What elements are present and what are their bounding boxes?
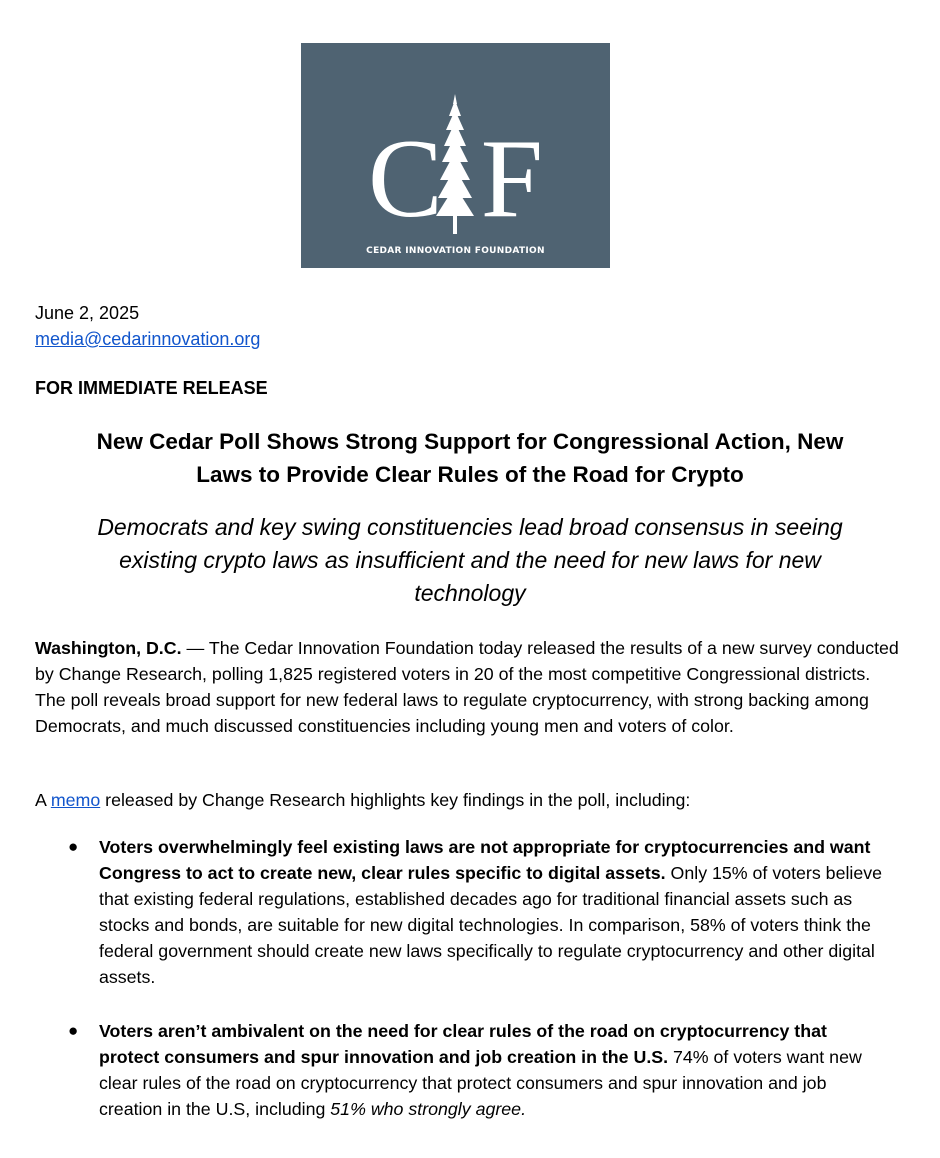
bullet-icon: ● — [68, 1021, 79, 1040]
headline-line: New Cedar Poll Shows Strong Support for Congressional Action, New — [96, 429, 844, 454]
finding-bold-text: Voters overwhelmingly feel existing laws are not appropriate for cryptocurrencies and want Congress to act to create new, clear rules specific to digital assets. — [99, 837, 871, 883]
finding-italic-text: 51% who strongly agree. — [330, 1099, 527, 1119]
headline — [20, 425, 920, 491]
subheadline — [20, 511, 920, 610]
memo-link[interactable]: memo — [50, 790, 101, 810]
logo-letter-f: F — [480, 117, 543, 241]
bullet-icon: ● — [68, 837, 79, 856]
release-date: June 2, 2025 — [35, 303, 140, 323]
dateline: Washington, D.C. — [35, 638, 182, 658]
organization-logo — [301, 43, 610, 268]
finding-bullet — [68, 1018, 889, 1122]
intro-text: — The Cedar Innovation Foundation today released the results of a new survey conducted by Change Research, polling 1,825 registered voters in 20 of the most competitive Congressional districts. The poll reveals broad support for new federal laws to regulate cryptocurrency, with strong backing among Democrats, and much discussed constituencies including young men and voters of color. — [35, 638, 899, 736]
memo-suffix: released by Change Research highlights key findings in the poll, including: — [100, 790, 691, 810]
memo-prefix: A — [35, 790, 51, 810]
memo-paragraph — [35, 787, 905, 813]
finding-text: Only 15% of voters believe that existing federal regulations, established decades ago for traditional financial assets such as stocks and bonds, are suitable for new digital technologies. In comparison, 58% of voters think the federal government should create new laws specifically to regulate cryptocurrency and other digital assets. — [99, 863, 883, 987]
logo-letter-c: C — [368, 117, 443, 241]
intro-paragraph — [35, 635, 905, 739]
headline-line: Laws to Provide Clear Rules of the Road for Crypto — [196, 462, 744, 487]
logo-org-name: CEDAR INNOVATION FOUNDATION — [366, 246, 545, 256]
subheadline-line: technology — [414, 580, 526, 606]
release-label: FOR IMMEDIATE RELEASE — [35, 378, 268, 398]
finding-bullet — [68, 834, 889, 990]
finding-bold-text: Voters aren’t ambivalent on the need for clear rules of the road on cryptocurrency that protect consumers and spur innovation and job creation in the U.S. — [99, 1021, 827, 1067]
media-email-link[interactable]: media@cedarinnovation.org — [35, 329, 261, 349]
finding-text: 74% of voters want new clear rules of the road on cryptocurrency that protect consumers and spur innovation and job creation in the U.S, including — [99, 1047, 862, 1119]
subheadline-line: existing crypto laws as insufficient and the need for new laws for new — [119, 547, 821, 573]
cedar-tree-icon — [436, 94, 474, 234]
subheadline-line: Democrats and key swing constituencies lead broad consensus in seeing — [97, 514, 843, 540]
